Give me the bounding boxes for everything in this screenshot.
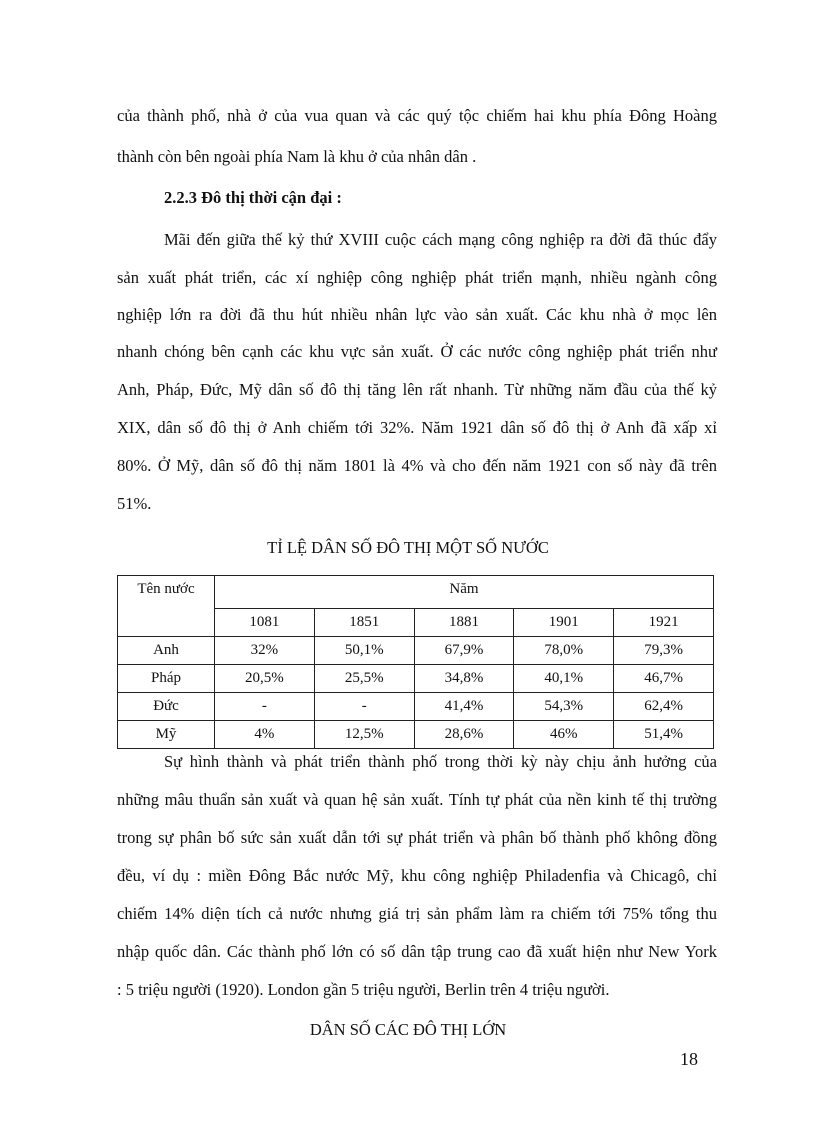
- table-row: [118, 665, 714, 693]
- header-country: Tên nước: [118, 576, 215, 637]
- value-cell: 50,1%: [314, 637, 414, 665]
- value-cell: 41,4%: [414, 693, 514, 721]
- value-cell: 62,4%: [614, 693, 714, 721]
- section-heading: 2.2.3 Đô thị thời cận đại :: [164, 188, 342, 207]
- value-cell: 28,6%: [414, 721, 514, 749]
- after-line-4: đều, ví dụ : miền Đông Bắc nước Mỹ, khu công nghiệp Philadenfia và Chicagô, chỉ: [117, 866, 717, 885]
- next-table-title: DÂN SỐ CÁC ĐÔ THỊ LỚN: [309, 1020, 507, 1039]
- value-cell: 46,7%: [614, 665, 714, 693]
- value-cell: 51,4%: [614, 721, 714, 749]
- year-cell: 1881: [414, 609, 514, 637]
- intro-line-1: của thành phố, nhà ở của vua quan và các quý tộc chiếm hai khu phía Đông Hoàng: [117, 106, 717, 125]
- section-line-4: nhanh chóng bên cạnh các khu vực sản xuất. Ở các nước công nghiệp phát triển như: [117, 342, 717, 361]
- section-line-8: 51%.: [117, 494, 152, 513]
- value-cell: 79,3%: [614, 637, 714, 665]
- table-header-row: [118, 576, 714, 609]
- section-line-6: XIX, dân số đô thị ở Anh chiếm tới 32%. Năm 1921 dân số đô thị ở Anh đã xấp xỉ: [117, 418, 717, 437]
- country-cell: Anh: [118, 637, 215, 665]
- country-cell: Pháp: [118, 665, 215, 693]
- section-line-2: sản xuất phát triển, các xí nghiệp công nghiệp phát triển mạnh, nhiều ngành công: [117, 268, 717, 287]
- value-cell: 12,5%: [314, 721, 414, 749]
- section-line-3: nghiệp lớn ra đời đã thu hút nhiều nhân lực vào sản xuất. Các khu nhà ở mọc lên: [117, 305, 717, 324]
- after-line-6: nhập quốc dân. Các thành phố lớn có số dân tập trung cao đã xuất hiện như New York: [117, 942, 717, 961]
- after-line-1: Sự hình thành và phát triển thành phố trong thời kỳ này chịu ảnh hưởng của: [164, 752, 717, 771]
- value-cell: 54,3%: [514, 693, 614, 721]
- value-cell: -: [314, 693, 414, 721]
- section-line-1: Mãi đến giữa thế kỷ thứ XVIII cuộc cách mạng công nghiệp ra đời đã thúc đẩy: [164, 230, 717, 249]
- value-cell: -: [215, 693, 315, 721]
- value-cell: 4%: [215, 721, 315, 749]
- table-title: TỈ LỆ DÂN SỐ ĐÔ THỊ MỘT SỐ NƯỚC: [267, 538, 549, 557]
- year-cell: 1921: [614, 609, 714, 637]
- table-row: [118, 693, 714, 721]
- urban-population-table: [117, 575, 714, 749]
- value-cell: 32%: [215, 637, 315, 665]
- after-line-3: trong sự phân bố sức sản xuất dẫn tới sự phát triển và phân bố thành phố không đồng: [117, 828, 717, 847]
- value-cell: 20,5%: [215, 665, 315, 693]
- value-cell: 67,9%: [414, 637, 514, 665]
- after-line-5: chiếm 14% diện tích cả nước nhưng giá trị sản phẩm làm ra chiếm tới 75% tổng thu: [117, 904, 717, 923]
- year-cell: 1851: [314, 609, 414, 637]
- year-cell: 1901: [514, 609, 614, 637]
- value-cell: 78,0%: [514, 637, 614, 665]
- value-cell: 34,8%: [414, 665, 514, 693]
- country-cell: Đức: [118, 693, 215, 721]
- table-row: [118, 721, 714, 749]
- table-row: [118, 637, 714, 665]
- value-cell: 25,5%: [314, 665, 414, 693]
- section-line-5: Anh, Pháp, Đức, Mỹ dân số đô thị tăng lên rất nhanh. Từ những năm đầu của thế kỷ: [117, 380, 717, 399]
- country-cell: Mỹ: [118, 721, 215, 749]
- after-line-2: những mâu thuẩn sản xuất và quan hệ sản xuất. Tính tự phát của nền kinh tế thị trường: [117, 790, 717, 809]
- page-number: 18: [680, 1049, 698, 1069]
- value-cell: 46%: [514, 721, 614, 749]
- value-cell: 40,1%: [514, 665, 614, 693]
- section-line-7: 80%. Ở Mỹ, dân số đô thị năm 1801 là 4% và cho đến năm 1921 con số này đã trên: [117, 456, 717, 475]
- after-line-7: : 5 triệu người (1920). London gần 5 triệu người, Berlin trên 4 triệu người.: [117, 980, 610, 999]
- header-year: Năm: [215, 576, 714, 609]
- year-cell: 1081: [215, 609, 315, 637]
- intro-line-2: thành còn bên ngoài phía Nam là khu ở của nhân dân .: [117, 147, 477, 166]
